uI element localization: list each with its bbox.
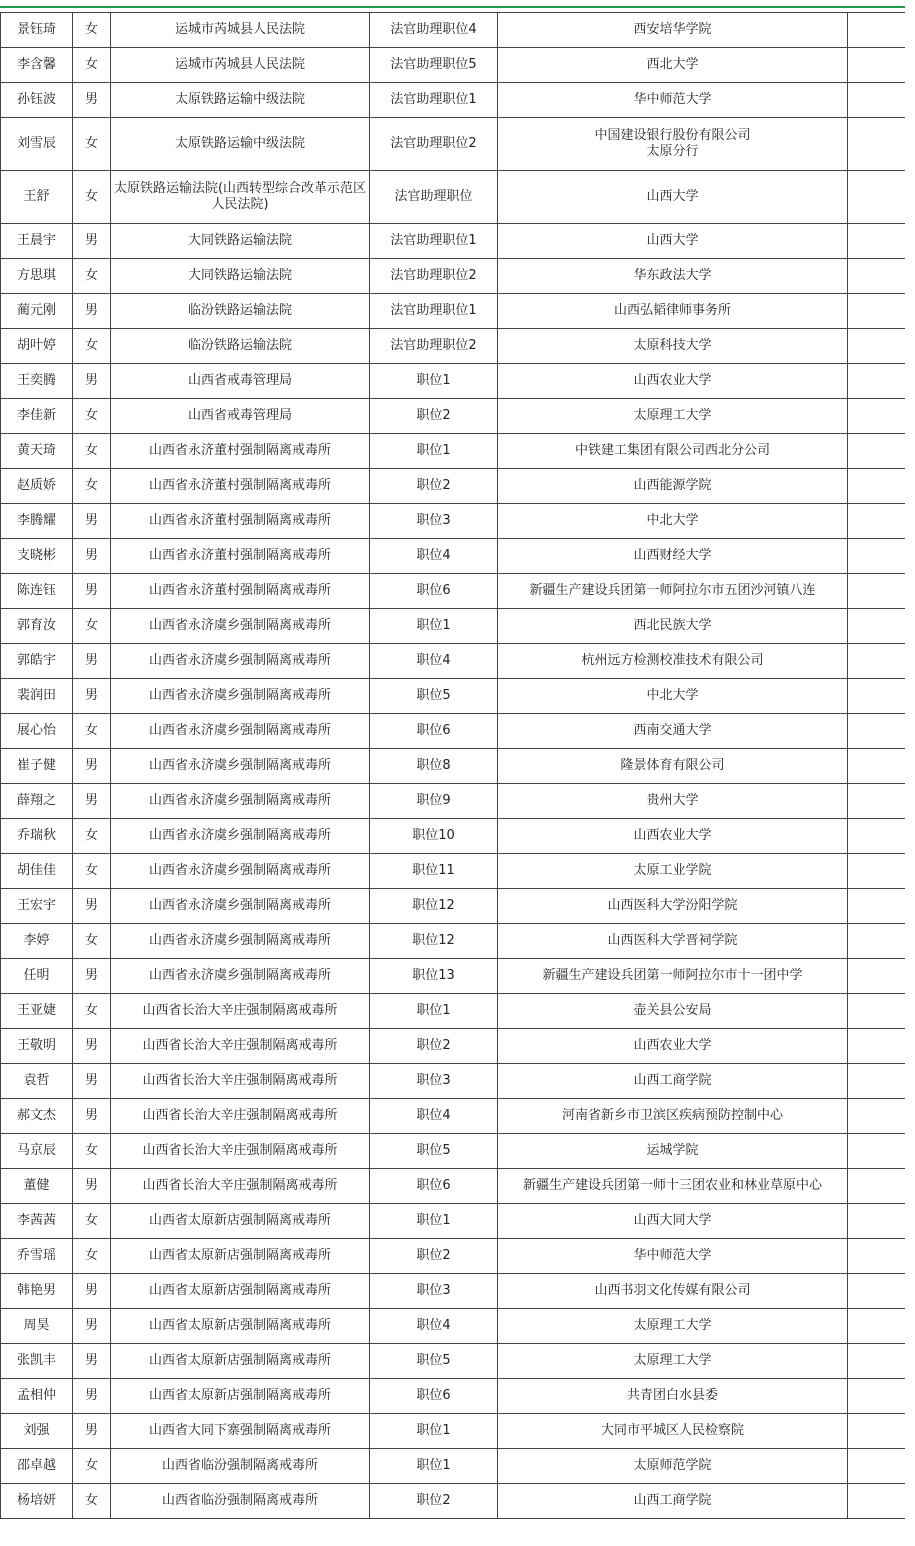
gender-cell: 男 <box>73 679 111 714</box>
table-row <box>1 819 906 854</box>
gender-cell: 女 <box>73 118 111 171</box>
table-row <box>1 329 906 364</box>
position-cell: 职位1 <box>370 1449 498 1484</box>
employer-unit-cell: 山西省临汾强制隔离戒毒所 <box>111 1449 370 1484</box>
employer-unit-cell: 山西省太原新店强制隔离戒毒所 <box>111 1274 370 1309</box>
employer-unit-cell: 运城市芮城县人民法院 <box>111 13 370 48</box>
candidate-name-cell: 任明 <box>1 959 73 994</box>
employer-unit-cell: 山西省长治大辛庄强制隔离戒毒所 <box>111 1099 370 1134</box>
gender-cell: 女 <box>73 1484 111 1519</box>
graduate-school-or-workplace-cell: 山西农业大学 <box>498 819 848 854</box>
position-cell: 职位10 <box>370 819 498 854</box>
position-cell: 法官助理职位 <box>370 171 498 224</box>
candidate-name-cell: 马京辰 <box>1 1134 73 1169</box>
remarks-cell <box>848 1309 906 1344</box>
gender-cell: 男 <box>73 1414 111 1449</box>
position-cell: 职位4 <box>370 644 498 679</box>
candidate-name-cell: 裴润田 <box>1 679 73 714</box>
candidate-name-cell: 王舒 <box>1 171 73 224</box>
page-right-margin <box>905 0 915 1546</box>
gender-cell: 女 <box>73 469 111 504</box>
employer-unit-cell: 山西省戒毒管理局 <box>111 364 370 399</box>
position-cell: 法官助理职位4 <box>370 13 498 48</box>
candidate-name-cell: 周昊 <box>1 1309 73 1344</box>
candidate-name-cell: 李佳新 <box>1 399 73 434</box>
candidate-name-cell: 崔子健 <box>1 749 73 784</box>
remarks-cell <box>848 13 906 48</box>
table-row <box>1 48 906 83</box>
table-row <box>1 259 906 294</box>
candidate-name-cell: 袁哲 <box>1 1064 73 1099</box>
remarks-cell <box>848 1379 906 1414</box>
remarks-cell <box>848 609 906 644</box>
gender-cell: 男 <box>73 1309 111 1344</box>
gender-cell: 女 <box>73 924 111 959</box>
table-row <box>1 644 906 679</box>
gender-cell: 女 <box>73 714 111 749</box>
table-row <box>1 749 906 784</box>
table-row <box>1 784 906 819</box>
employer-unit-cell: 太原铁路运输中级法院 <box>111 118 370 171</box>
table-row <box>1 1379 906 1414</box>
candidate-name-cell: 赵质娇 <box>1 469 73 504</box>
position-cell: 职位2 <box>370 1484 498 1519</box>
table-row <box>1 1274 906 1309</box>
table-row <box>1 609 906 644</box>
gender-cell: 女 <box>73 1239 111 1274</box>
gender-cell: 男 <box>73 574 111 609</box>
employer-unit-cell: 临汾铁路运输法院 <box>111 294 370 329</box>
remarks-cell <box>848 994 906 1029</box>
remarks-cell <box>848 364 906 399</box>
graduate-school-or-workplace-cell: 西北大学 <box>498 48 848 83</box>
candidate-name-cell: 王亚婕 <box>1 994 73 1029</box>
graduate-school-or-workplace-cell: 新疆生产建设兵团第一师阿拉尔市五团沙河镇八连 <box>498 574 848 609</box>
graduate-school-or-workplace-cell: 新疆生产建设兵团第一师阿拉尔市十一团中学 <box>498 959 848 994</box>
employer-unit-cell: 山西省永济虞乡强制隔离戒毒所 <box>111 889 370 924</box>
position-cell: 法官助理职位1 <box>370 224 498 259</box>
position-cell: 法官助理职位2 <box>370 329 498 364</box>
employer-unit-cell: 山西省永济董村强制隔离戒毒所 <box>111 469 370 504</box>
position-cell: 职位1 <box>370 1204 498 1239</box>
graduate-school-or-workplace-cell: 中铁建工集团有限公司西北分公司 <box>498 434 848 469</box>
table-row <box>1 469 906 504</box>
remarks-cell <box>848 889 906 924</box>
employer-unit-cell: 山西省长治大辛庄强制隔离戒毒所 <box>111 1169 370 1204</box>
graduate-school-or-workplace-cell: 山西弘韬律师事务所 <box>498 294 848 329</box>
candidate-name-cell: 邵卓越 <box>1 1449 73 1484</box>
graduate-school-or-workplace-cell: 太原理工大学 <box>498 1309 848 1344</box>
candidate-name-cell: 王宏宇 <box>1 889 73 924</box>
employer-unit-cell: 山西省永济董村强制隔离戒毒所 <box>111 574 370 609</box>
graduate-school-or-workplace-cell: 山西农业大学 <box>498 1029 848 1064</box>
candidate-name-cell: 孟相仲 <box>1 1379 73 1414</box>
table-row <box>1 994 906 1029</box>
position-cell: 职位2 <box>370 469 498 504</box>
graduate-school-or-workplace-cell: 太原科技大学 <box>498 329 848 364</box>
position-cell: 职位9 <box>370 784 498 819</box>
employer-unit-cell: 山西省长治大辛庄强制隔离戒毒所 <box>111 1064 370 1099</box>
table-row <box>1 171 906 224</box>
table-row <box>1 1204 906 1239</box>
remarks-cell <box>848 1414 906 1449</box>
gender-cell: 男 <box>73 504 111 539</box>
graduate-school-or-workplace-cell: 河南省新乡市卫滨区疾病预防控制中心 <box>498 1099 848 1134</box>
candidate-name-cell: 刘雪辰 <box>1 118 73 171</box>
candidate-name-cell: 蔺元刚 <box>1 294 73 329</box>
graduate-school-or-workplace-cell: 共青团白水县委 <box>498 1379 848 1414</box>
table-row <box>1 294 906 329</box>
position-cell: 职位4 <box>370 1309 498 1344</box>
employer-unit-cell: 山西省太原新店强制隔离戒毒所 <box>111 1239 370 1274</box>
position-cell: 法官助理职位1 <box>370 294 498 329</box>
graduate-school-or-workplace-cell: 中北大学 <box>498 679 848 714</box>
candidate-name-cell: 王晨宇 <box>1 224 73 259</box>
candidate-name-cell: 郝文杰 <box>1 1099 73 1134</box>
remarks-cell <box>848 1064 906 1099</box>
graduate-school-or-workplace-cell: 大同市平城区人民检察院 <box>498 1414 848 1449</box>
remarks-cell <box>848 574 906 609</box>
table-row <box>1 1029 906 1064</box>
employer-unit-cell: 山西省永济虞乡强制隔离戒毒所 <box>111 679 370 714</box>
gender-cell: 男 <box>73 1029 111 1064</box>
gender-cell: 男 <box>73 959 111 994</box>
position-cell: 职位1 <box>370 364 498 399</box>
position-cell: 职位5 <box>370 1344 498 1379</box>
remarks-cell <box>848 714 906 749</box>
remarks-cell <box>848 294 906 329</box>
remarks-cell <box>848 469 906 504</box>
header-divider <box>0 6 905 8</box>
gender-cell: 男 <box>73 1099 111 1134</box>
gender-cell: 男 <box>73 784 111 819</box>
candidate-name-cell: 胡佳佳 <box>1 854 73 889</box>
position-cell: 职位5 <box>370 1134 498 1169</box>
graduate-school-or-workplace-cell: 山西大学 <box>498 224 848 259</box>
candidate-name-cell: 张凯丰 <box>1 1344 73 1379</box>
remarks-cell <box>848 784 906 819</box>
table-row <box>1 539 906 574</box>
graduate-school-or-workplace-cell: 西北民族大学 <box>498 609 848 644</box>
employer-unit-cell: 山西省太原新店强制隔离戒毒所 <box>111 1309 370 1344</box>
position-cell: 职位6 <box>370 1379 498 1414</box>
employer-unit-cell: 大同铁路运输法院 <box>111 259 370 294</box>
gender-cell: 女 <box>73 1134 111 1169</box>
graduate-school-or-workplace-cell: 隆景体育有限公司 <box>498 749 848 784</box>
table-row <box>1 364 906 399</box>
gender-cell: 男 <box>73 224 111 259</box>
employer-unit-cell: 山西省永济虞乡强制隔离戒毒所 <box>111 959 370 994</box>
position-cell: 职位1 <box>370 434 498 469</box>
gender-cell: 女 <box>73 994 111 1029</box>
candidate-name-cell: 王奕腾 <box>1 364 73 399</box>
employer-unit-cell: 山西省长治大辛庄强制隔离戒毒所 <box>111 994 370 1029</box>
remarks-cell <box>848 399 906 434</box>
remarks-cell <box>848 504 906 539</box>
position-cell: 职位1 <box>370 1414 498 1449</box>
candidate-name-cell: 李腾耀 <box>1 504 73 539</box>
table-row <box>1 1449 906 1484</box>
employer-unit-cell: 临汾铁路运输法院 <box>111 329 370 364</box>
graduate-school-or-workplace-cell: 太原理工大学 <box>498 399 848 434</box>
remarks-cell <box>848 1344 906 1379</box>
position-cell: 职位1 <box>370 994 498 1029</box>
position-cell: 法官助理职位2 <box>370 259 498 294</box>
table-row <box>1 889 906 924</box>
remarks-cell <box>848 924 906 959</box>
position-cell: 职位8 <box>370 749 498 784</box>
employer-unit-cell: 山西省太原新店强制隔离戒毒所 <box>111 1344 370 1379</box>
gender-cell: 女 <box>73 13 111 48</box>
remarks-cell <box>848 644 906 679</box>
employer-unit-cell: 山西省永济虞乡强制隔离戒毒所 <box>111 784 370 819</box>
gender-cell: 女 <box>73 399 111 434</box>
table-row <box>1 924 906 959</box>
remarks-cell <box>848 679 906 714</box>
candidate-name-cell: 李含馨 <box>1 48 73 83</box>
gender-cell: 男 <box>73 644 111 679</box>
employer-unit-cell: 山西省戒毒管理局 <box>111 399 370 434</box>
gender-cell: 女 <box>73 819 111 854</box>
employer-unit-cell: 山西省长治大辛庄强制隔离戒毒所 <box>111 1029 370 1064</box>
position-cell: 职位13 <box>370 959 498 994</box>
remarks-cell <box>848 329 906 364</box>
position-cell: 职位6 <box>370 1169 498 1204</box>
employer-unit-cell: 山西省永济董村强制隔离戒毒所 <box>111 434 370 469</box>
position-cell: 法官助理职位2 <box>370 118 498 171</box>
graduate-school-or-workplace-cell: 山西财经大学 <box>498 539 848 574</box>
table-row <box>1 118 906 171</box>
table-row <box>1 959 906 994</box>
remarks-cell <box>848 959 906 994</box>
graduate-school-or-workplace-cell: 西安培华学院 <box>498 13 848 48</box>
remarks-cell <box>848 83 906 118</box>
remarks-cell <box>848 171 906 224</box>
employer-unit-cell: 太原铁路运输法院(山西转型综合改革示范区人民法院) <box>111 171 370 224</box>
position-cell: 职位3 <box>370 504 498 539</box>
graduate-school-or-workplace-cell: 山西医科大学汾阳学院 <box>498 889 848 924</box>
employer-unit-cell: 山西省永济虞乡强制隔离戒毒所 <box>111 854 370 889</box>
table-row <box>1 1484 906 1519</box>
graduate-school-or-workplace-cell: 山西医科大学晋祠学院 <box>498 924 848 959</box>
candidate-name-cell: 孙钰波 <box>1 83 73 118</box>
employer-unit-cell: 太原铁路运输中级法院 <box>111 83 370 118</box>
position-cell: 职位2 <box>370 1029 498 1064</box>
graduate-school-or-workplace-cell: 山西书羽文化传媒有限公司 <box>498 1274 848 1309</box>
gender-cell: 男 <box>73 1064 111 1099</box>
employer-unit-cell: 山西省临汾强制隔离戒毒所 <box>111 1484 370 1519</box>
position-cell: 职位4 <box>370 539 498 574</box>
gender-cell: 男 <box>73 1379 111 1414</box>
graduate-school-or-workplace-cell: 运城学院 <box>498 1134 848 1169</box>
remarks-cell <box>848 1169 906 1204</box>
table-row <box>1 1169 906 1204</box>
gender-cell: 男 <box>73 83 111 118</box>
remarks-cell <box>848 1029 906 1064</box>
gender-cell: 男 <box>73 294 111 329</box>
candidate-name-cell: 黄天琦 <box>1 434 73 469</box>
table-row <box>1 714 906 749</box>
graduate-school-or-workplace-cell: 壶关县公安局 <box>498 994 848 1029</box>
remarks-cell <box>848 1449 906 1484</box>
candidate-name-cell: 董健 <box>1 1169 73 1204</box>
table-row <box>1 1064 906 1099</box>
gender-cell: 女 <box>73 609 111 644</box>
gender-cell: 男 <box>73 1274 111 1309</box>
gender-cell: 男 <box>73 889 111 924</box>
position-cell: 职位12 <box>370 889 498 924</box>
table-row <box>1 854 906 889</box>
position-cell: 职位6 <box>370 574 498 609</box>
remarks-cell <box>848 1134 906 1169</box>
gender-cell: 女 <box>73 329 111 364</box>
gender-cell: 女 <box>73 1204 111 1239</box>
candidate-name-cell: 郭皓宇 <box>1 644 73 679</box>
employer-unit-cell: 山西省永济虞乡强制隔离戒毒所 <box>111 609 370 644</box>
roster-table-body <box>1 13 906 1519</box>
employer-unit-cell: 山西省太原新店强制隔离戒毒所 <box>111 1379 370 1414</box>
table-row <box>1 13 906 48</box>
graduate-school-or-workplace-cell: 山西工商学院 <box>498 1484 848 1519</box>
candidate-name-cell: 支晓彬 <box>1 539 73 574</box>
position-cell: 职位11 <box>370 854 498 889</box>
remarks-cell <box>848 434 906 469</box>
employer-unit-cell: 运城市芮城县人民法院 <box>111 48 370 83</box>
candidate-name-cell: 王敬明 <box>1 1029 73 1064</box>
gender-cell: 男 <box>73 364 111 399</box>
candidate-name-cell: 展心怡 <box>1 714 73 749</box>
candidate-name-cell: 薛翔之 <box>1 784 73 819</box>
employer-unit-cell: 山西省永济董村强制隔离戒毒所 <box>111 539 370 574</box>
candidate-name-cell: 乔瑞秋 <box>1 819 73 854</box>
candidate-name-cell: 杨培妍 <box>1 1484 73 1519</box>
graduate-school-or-workplace-cell: 新疆生产建设兵团第一师十三团农业和林业草原中心 <box>498 1169 848 1204</box>
position-cell: 职位2 <box>370 399 498 434</box>
roster-table <box>0 12 906 1519</box>
remarks-cell <box>848 539 906 574</box>
candidate-name-cell: 乔雪瑶 <box>1 1239 73 1274</box>
table-row <box>1 399 906 434</box>
employer-unit-cell: 山西省永济董村强制隔离戒毒所 <box>111 504 370 539</box>
position-cell: 职位4 <box>370 1099 498 1134</box>
remarks-cell <box>848 749 906 784</box>
position-cell: 职位1 <box>370 609 498 644</box>
graduate-school-or-workplace-cell: 山西农业大学 <box>498 364 848 399</box>
table-row <box>1 1239 906 1274</box>
candidate-name-cell: 方思琪 <box>1 259 73 294</box>
remarks-cell <box>848 1204 906 1239</box>
employer-unit-cell: 山西省永济虞乡强制隔离戒毒所 <box>111 749 370 784</box>
position-cell: 法官助理职位5 <box>370 48 498 83</box>
table-row <box>1 224 906 259</box>
graduate-school-or-workplace-cell: 贵州大学 <box>498 784 848 819</box>
remarks-cell <box>848 259 906 294</box>
remarks-cell <box>848 224 906 259</box>
position-cell: 职位5 <box>370 679 498 714</box>
remarks-cell <box>848 1239 906 1274</box>
graduate-school-or-workplace-cell: 太原师范学院 <box>498 1449 848 1484</box>
table-row <box>1 83 906 118</box>
remarks-cell <box>848 1274 906 1309</box>
remarks-cell <box>848 854 906 889</box>
graduate-school-or-workplace-cell: 山西大同大学 <box>498 1204 848 1239</box>
candidate-name-cell: 刘强 <box>1 1414 73 1449</box>
gender-cell: 女 <box>73 434 111 469</box>
graduate-school-or-workplace-cell: 华中师范大学 <box>498 1239 848 1274</box>
candidate-name-cell: 韩艳男 <box>1 1274 73 1309</box>
graduate-school-or-workplace-cell: 山西能源学院 <box>498 469 848 504</box>
employer-unit-cell: 大同铁路运输法院 <box>111 224 370 259</box>
graduate-school-or-workplace-cell: 山西工商学院 <box>498 1064 848 1099</box>
employer-unit-cell: 山西省永济虞乡强制隔离戒毒所 <box>111 644 370 679</box>
position-cell: 法官助理职位1 <box>370 83 498 118</box>
employer-unit-cell: 山西省太原新店强制隔离戒毒所 <box>111 1204 370 1239</box>
remarks-cell <box>848 1484 906 1519</box>
gender-cell: 女 <box>73 259 111 294</box>
position-cell: 职位2 <box>370 1239 498 1274</box>
employer-unit-cell: 山西省长治大辛庄强制隔离戒毒所 <box>111 1134 370 1169</box>
position-cell: 职位3 <box>370 1274 498 1309</box>
table-row <box>1 1134 906 1169</box>
table-row <box>1 504 906 539</box>
employer-unit-cell: 山西省永济虞乡强制隔离戒毒所 <box>111 819 370 854</box>
candidate-name-cell: 郭育汝 <box>1 609 73 644</box>
graduate-school-or-workplace-cell: 中北大学 <box>498 504 848 539</box>
candidate-name-cell: 李茜茜 <box>1 1204 73 1239</box>
employer-unit-cell: 山西省永济虞乡强制隔离戒毒所 <box>111 714 370 749</box>
gender-cell: 女 <box>73 1449 111 1484</box>
candidate-name-cell: 景钰琦 <box>1 13 73 48</box>
graduate-school-or-workplace-cell: 太原理工大学 <box>498 1344 848 1379</box>
gender-cell: 女 <box>73 48 111 83</box>
position-cell: 职位12 <box>370 924 498 959</box>
candidate-name-cell: 李婷 <box>1 924 73 959</box>
position-cell: 职位3 <box>370 1064 498 1099</box>
remarks-cell <box>848 118 906 171</box>
gender-cell: 女 <box>73 854 111 889</box>
gender-cell: 男 <box>73 1169 111 1204</box>
gender-cell: 男 <box>73 1344 111 1379</box>
graduate-school-or-workplace-cell: 中国建设银行股份有限公司 太原分行 <box>498 118 848 171</box>
candidate-name-cell: 胡叶婷 <box>1 329 73 364</box>
remarks-cell <box>848 819 906 854</box>
table-row <box>1 1309 906 1344</box>
employer-unit-cell: 山西省永济虞乡强制隔离戒毒所 <box>111 924 370 959</box>
position-cell: 职位6 <box>370 714 498 749</box>
table-row <box>1 679 906 714</box>
graduate-school-or-workplace-cell: 华中师范大学 <box>498 83 848 118</box>
table-row <box>1 434 906 469</box>
cut-off-header-strip <box>0 0 915 12</box>
table-row <box>1 574 906 609</box>
candidate-name-cell: 陈连钰 <box>1 574 73 609</box>
graduate-school-or-workplace-cell: 华东政法大学 <box>498 259 848 294</box>
table-row <box>1 1344 906 1379</box>
graduate-school-or-workplace-cell: 山西大学 <box>498 171 848 224</box>
graduate-school-or-workplace-cell: 西南交通大学 <box>498 714 848 749</box>
table-row <box>1 1414 906 1449</box>
employer-unit-cell: 山西省大同下寨强制隔离戒毒所 <box>111 1414 370 1449</box>
gender-cell: 男 <box>73 749 111 784</box>
table-row <box>1 1099 906 1134</box>
remarks-cell <box>848 1099 906 1134</box>
gender-cell: 男 <box>73 539 111 574</box>
graduate-school-or-workplace-cell: 太原工业学院 <box>498 854 848 889</box>
graduate-school-or-workplace-cell: 杭州远方检测校准技术有限公司 <box>498 644 848 679</box>
remarks-cell <box>848 48 906 83</box>
gender-cell: 女 <box>73 171 111 224</box>
